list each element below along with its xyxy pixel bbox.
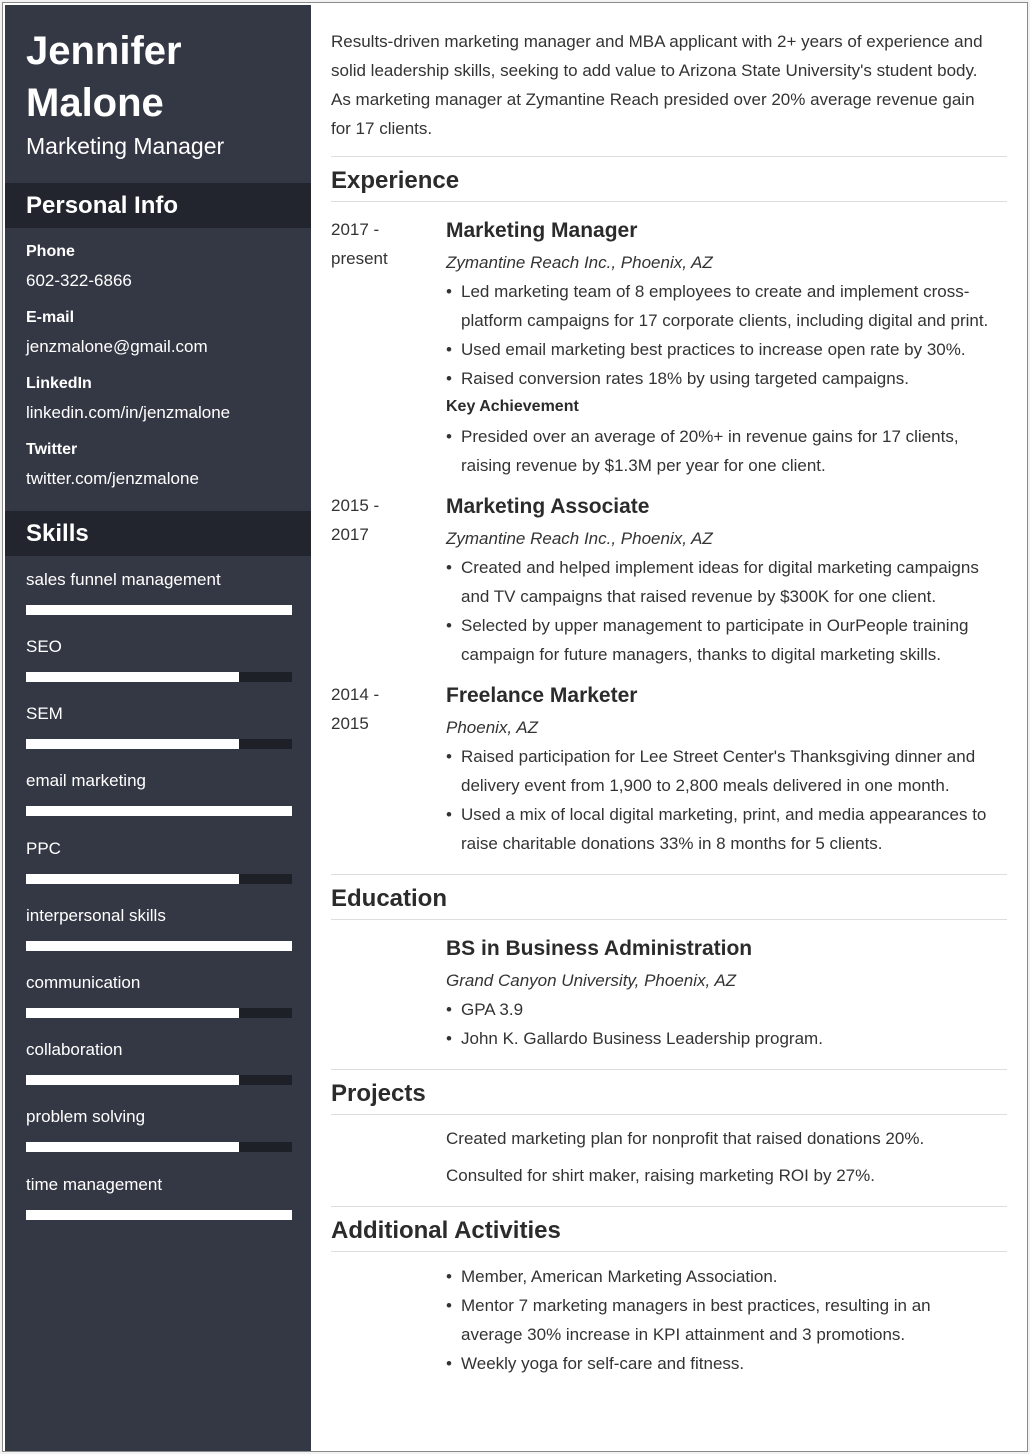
bullet-item: • Raised conversion rates 18% by using targeted campaigns. (446, 364, 1011, 393)
job-dates (331, 680, 431, 738)
education-bullets (446, 995, 1011, 1053)
education-heading: Education (331, 885, 448, 912)
skill-bar (26, 874, 292, 884)
job-date-end: 2017 (331, 525, 369, 544)
twitter-label: Twitter (26, 441, 78, 458)
email-label: E-mail (26, 309, 75, 326)
job-bullets (446, 742, 1011, 858)
bullet-item: • Presided over an average of 20%+ in revenue gains for 17 clients, raising revenue by $1.3M per year for one client. (446, 422, 1011, 480)
skill-label: sales funnel management (26, 570, 221, 589)
divider (331, 201, 1007, 202)
bullet-item: • John K. Gallardo Business Leadership program. (446, 1024, 1011, 1053)
linkedin-label: LinkedIn (26, 375, 92, 392)
project-item: Consulted for shirt maker, raising marketing ROI by 27%. (446, 1166, 875, 1185)
personal-info-heading: Personal Info (5, 183, 311, 228)
job-date-start: 2014 - (331, 685, 380, 704)
bullet-item: • Created and helped implement ideas for digital marketing campaigns and TV campaigns that raised revenue by $300K for one client. (446, 553, 1011, 611)
key-achievement-heading: Key Achievement (446, 398, 579, 415)
skill-bar-fill (26, 1075, 239, 1085)
summary-line: for 17 clients. (331, 119, 433, 138)
skill-label: email marketing (26, 771, 146, 790)
summary-line: Results-driven marketing manager and MBA applicant with 2+ years of experience and (331, 32, 983, 51)
candidate-title: Marketing Manager (26, 133, 225, 159)
bullet-item: • Selected by upper management to participate in OurPeople training campaign for future managers, thanks to digital marketing skills. (446, 611, 1011, 669)
activities-bullets (446, 1262, 1011, 1378)
bullet-item: • Led marketing team of 8 employees to create and implement cross- platform campaigns for 17 corporate clients, including digital and print. (446, 277, 1011, 335)
skill-label: SEO (26, 637, 62, 656)
job-dates (331, 215, 431, 273)
skill-label: PPC (26, 839, 61, 858)
job-title: Marketing Manager (446, 219, 638, 242)
skill-bar-fill (26, 672, 239, 682)
experience-heading: Experience (331, 167, 460, 194)
divider (331, 874, 1007, 875)
divider (331, 1206, 1007, 1207)
skill-bar-fill (26, 806, 292, 816)
bullet-item: • Member, American Marketing Association. (446, 1262, 1011, 1291)
phone-value: 602-322-6866 (26, 271, 132, 290)
job-date-end: present (331, 249, 388, 268)
skill-bar-fill (26, 1210, 292, 1220)
divider (331, 156, 1007, 157)
divider (331, 919, 1007, 920)
projects-heading: Projects (331, 1080, 426, 1107)
summary-line: solid leadership skills, seeking to add value to Arizona State University's student body. (331, 61, 978, 80)
bullet-item: • Used email marketing best practices to increase open rate by 30%. (446, 335, 1011, 364)
phone-label: Phone (26, 243, 75, 260)
job-date-start: 2017 - (331, 220, 380, 239)
candidate-last-name: Malone (26, 81, 164, 125)
job-date-end: 2015 (331, 714, 369, 733)
skill-bar (26, 1210, 292, 1220)
skill-label: communication (26, 973, 141, 992)
skill-bar (26, 739, 292, 749)
bullet-item: • Weekly yoga for self-care and fitness. (446, 1349, 1011, 1378)
linkedin-value: linkedin.com/in/jenzmalone (26, 403, 231, 422)
candidate-first-name: Jennifer (26, 29, 182, 73)
skill-bar-fill (26, 1142, 239, 1152)
bullet-item: • Mentor 7 marketing managers in best practices, resulting in an average 30% increase in KPI attainment and 3 promotions. (446, 1291, 1011, 1349)
degree-title: BS in Business Administration (446, 937, 753, 960)
resume-page (2, 2, 1028, 1452)
skill-bar (26, 1075, 292, 1085)
bullet-item: • GPA 3.9 (446, 995, 1011, 1024)
bullet-item: • Used a mix of local digital marketing, print, and media appearances to raise charitable donations 33% in 8 months for 5 clients. (446, 800, 1011, 858)
skill-label: time management (26, 1175, 163, 1194)
skill-bar-fill (26, 739, 239, 749)
school-name: Grand Canyon University, Phoenix, AZ (446, 971, 737, 990)
summary-line: As marketing manager at Zymantine Reach presided over 20% average revenue gain (331, 90, 975, 109)
project-item: Created marketing plan for nonprofit that raised donations 20%. (446, 1129, 925, 1148)
job-title: Marketing Associate (446, 495, 650, 518)
twitter-value: twitter.com/jenzmalone (26, 469, 199, 488)
job-company: Zymantine Reach Inc., Phoenix, AZ (446, 529, 713, 548)
summary (331, 27, 1011, 143)
skill-bar-fill (26, 941, 292, 951)
divider (331, 1251, 1007, 1252)
bullet-item: • Raised participation for Lee Street Center's Thanksgiving dinner and delivery event from 1,900 to 2,800 meals delivered in one month. (446, 742, 1011, 800)
skill-label: collaboration (26, 1040, 123, 1059)
key-achievement-bullets (446, 422, 1011, 480)
job-dates (331, 491, 431, 549)
skill-bar-fill (26, 1008, 239, 1018)
skill-bar (26, 605, 292, 615)
job-company: Phoenix, AZ (446, 718, 538, 737)
divider (331, 1114, 1007, 1115)
divider (331, 1069, 1007, 1070)
job-bullets (446, 277, 1011, 393)
job-date-start: 2015 - (331, 496, 380, 515)
skill-bar (26, 672, 292, 682)
skill-bar (26, 1008, 292, 1018)
job-bullets (446, 553, 1011, 669)
skill-bar (26, 806, 292, 816)
skill-label: SEM (26, 704, 63, 723)
skill-bar-fill (26, 605, 292, 615)
skill-bar (26, 1142, 292, 1152)
sidebar (5, 5, 311, 1451)
activities-heading: Additional Activities (331, 1217, 561, 1244)
email-value: jenzmalone@gmail.com (26, 337, 208, 356)
job-title: Freelance Marketer (446, 684, 638, 707)
skill-bar-fill (26, 874, 239, 884)
job-company: Zymantine Reach Inc., Phoenix, AZ (446, 253, 713, 272)
candidate-name (26, 25, 306, 129)
skills-heading: Skills (5, 511, 311, 556)
skill-bar (26, 941, 292, 951)
skill-label: problem solving (26, 1107, 146, 1126)
skill-label: interpersonal skills (26, 906, 166, 925)
